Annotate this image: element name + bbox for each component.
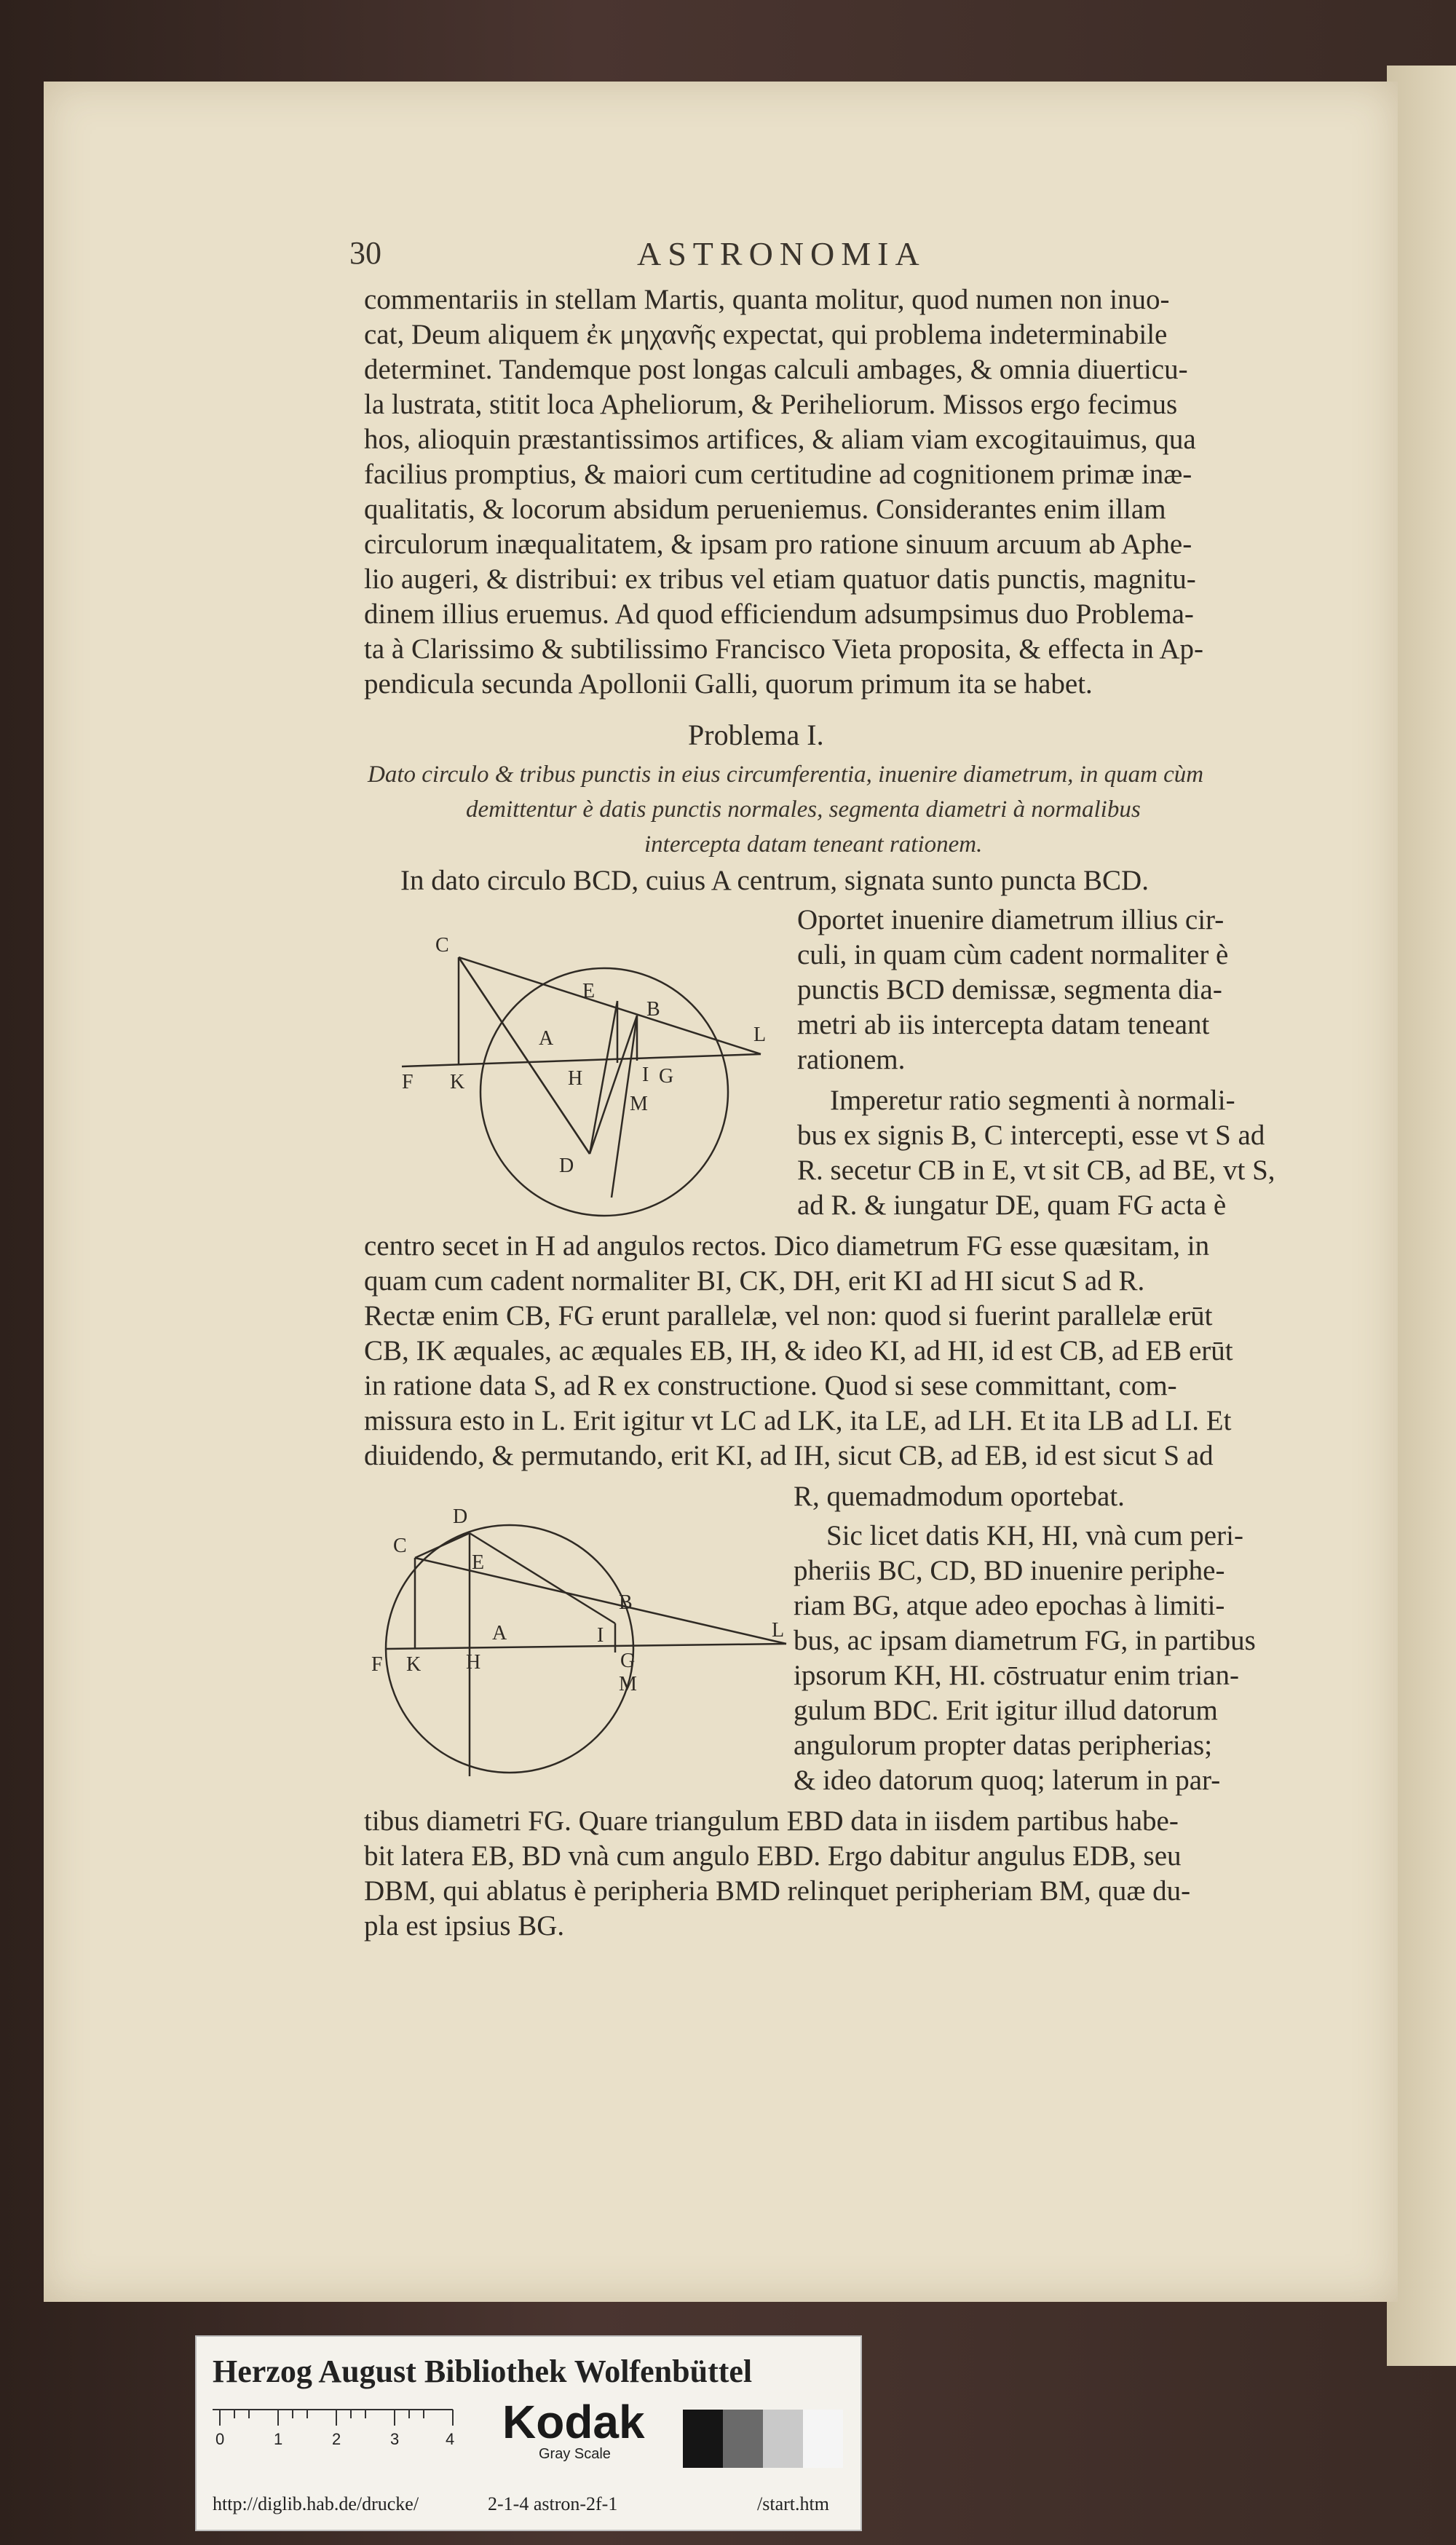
label-e2: E [472, 1551, 485, 1574]
text-line: diuidendo, & permutando, erit KI, ad IH, sicut CB, ad EB, id est sicut S ad [364, 1440, 1214, 1471]
text-line: Sic licet datis KH, HI, vnà cum peri- [826, 1520, 1243, 1551]
text-line: angulorum propter datas peripherias; [794, 1730, 1213, 1761]
text-line: Imperetur ratio segmenti à normali- [830, 1085, 1235, 1116]
label-f: F [402, 1071, 414, 1093]
text-line: bus, ac ipsam diametrum FG, in partibus [794, 1625, 1256, 1656]
label-h: H [568, 1067, 583, 1090]
gray-swatches [683, 2410, 843, 2468]
library-name: Herzog August Bibliothek Wolfenbüttel [213, 2354, 753, 2389]
text-line: In dato circulo BCD, cuius A centrum, signata sunto puncta BCD. [400, 865, 1149, 896]
url-left: http://diglib.hab.de/drucke/ [213, 2493, 419, 2514]
text-line: ta à Clarissimo & subtilissimo Francisco Vieta proposita, & effecta in Ap- [364, 633, 1204, 665]
text-line: circulorum inæqualitatem, & ipsam pro ratione sinuum arcuum ab Aphe- [364, 529, 1192, 560]
text-line: Rectæ enim CB, FG erunt parallelæ, vel non: quod si fuerint parallelæ erūt [364, 1300, 1213, 1331]
label-a: A [539, 1027, 554, 1050]
label-d2: D [453, 1505, 468, 1528]
kodak-logo: Kodak [502, 2396, 645, 2448]
label-h2: H [466, 1651, 481, 1674]
problem-title: Problema I. [688, 719, 824, 751]
label-a2: A [492, 1622, 507, 1644]
text-line: in ratione data S, ad R ex constructione. Quod si sese committant, com- [364, 1370, 1177, 1401]
text-line: & ideo datorum quoq; laterum in par- [794, 1765, 1221, 1796]
text-line: missura esto in L. Erit igitur vt LC ad LK, ita LE, ad LH. Et ita LB ad LI. Et [364, 1405, 1232, 1436]
ruler-number: 1 [274, 2430, 283, 2448]
text-line: punctis BCD demissæ, segmenta dia- [797, 974, 1222, 1005]
label-b: B [646, 998, 660, 1021]
ruler-number: 0 [215, 2430, 225, 2448]
ruler [213, 2402, 453, 2446]
geometry-diagram-1 [386, 921, 794, 1227]
text-line: lio augeri, & distribui: ex tribus vel etiam quatuor datis punctis, magnitu- [364, 563, 1196, 595]
text-line: metri ab iis intercepta datam teneant [797, 1009, 1210, 1040]
text-line: culi, in quam cùm cadent normaliter è [797, 939, 1229, 970]
header-title: ASTRONOMIA [637, 235, 926, 272]
text-line: bit latera EB, BD vnà cum angulo EBD. Ergo dabitur angulus EDB, seu [364, 1840, 1182, 1872]
text-line: la lustrata, stitit loca Apheliorum, & Periheliorum. Missos ergo fecimus [364, 389, 1178, 420]
text-line: determinet. Tandemque post longas calculi ambages, & omnia diuerticu- [364, 354, 1188, 385]
text-line: R, quemadmodum oportebat. [794, 1481, 1125, 1512]
ruler-number: 2 [332, 2430, 341, 2448]
label-c: C [435, 934, 449, 957]
text-line: rationem. [797, 1044, 906, 1075]
label-l: L [753, 1024, 767, 1046]
problem-statement: intercepta datam teneant rationem. [644, 831, 983, 858]
text-line: gulum BDC. Erit igitur illud datorum [794, 1695, 1218, 1726]
ruler-number: 4 [446, 2430, 455, 2448]
label-m2: M [619, 1673, 637, 1695]
label-d: D [559, 1155, 574, 1177]
running-header [349, 234, 1296, 278]
url-mid: 2-1-4 astron-2f-1 [488, 2493, 618, 2514]
text-line: Oportet inuenire diametrum illius cir- [797, 904, 1224, 935]
label-k: K [450, 1071, 465, 1093]
text-line: R. secetur CB in E, vt sit CB, ad BE, vt S, [797, 1155, 1275, 1186]
text-line: quam cum cadent normaliter BI, CK, DH, erit KI ad HI sicut S ad R. [364, 1265, 1145, 1297]
text-line: commentariis in stellam Martis, quanta molitur, quod numen non inuo- [364, 284, 1170, 315]
text-line: cat, Deum aliquem ἐκ μηχανῆς expectat, qui problema indeterminabile [364, 319, 1168, 350]
text-line: CB, IK æquales, ac æquales EB, IH, & ideo KI, ad HI, id est CB, ad EB erūt [364, 1335, 1233, 1366]
label-b2: B [619, 1591, 633, 1614]
text-line: ad R. & iungatur DE, quam FG acta è [797, 1190, 1227, 1221]
page-number: 30 [349, 235, 381, 271]
geometry-diagram-2 [364, 1507, 801, 1784]
label-g2: G [620, 1650, 636, 1672]
label-l2: L [772, 1619, 785, 1642]
label-m: M [630, 1093, 648, 1115]
text-line: riam BG, atque adeo epochas à limiti- [794, 1590, 1225, 1621]
text-line: pla est ipsius BG. [364, 1910, 565, 1942]
text-line: ipsorum KH, HI. cōstruatur enim trian- [794, 1660, 1239, 1691]
color-calibration-bar [195, 2335, 862, 2531]
text-line: pheriis BC, CD, BD inuenire periphe- [794, 1555, 1225, 1586]
label-e: E [582, 980, 596, 1002]
url-right: /start.htm [757, 2493, 829, 2514]
label-g: G [659, 1065, 674, 1088]
ruler-number: 3 [390, 2430, 400, 2448]
text-line: pendicula secunda Apollonii Galli, quorum primum ita se habet. [364, 668, 1093, 700]
problem-statement: demittentur è datis punctis normales, segmenta diametri à normalibus [466, 796, 1141, 823]
text-line: DBM, qui ablatus è peripheria BMD relinquet peripheriam BM, quæ du- [364, 1875, 1191, 1907]
text-line: tibus diametri FG. Quare triangulum EBD data in iisdem partibus habe- [364, 1805, 1179, 1837]
label-i2: I [597, 1624, 604, 1647]
label-i: I [642, 1064, 649, 1086]
text-line: hos, alioquin præstantissimos artifices, & aliam viam excogitauimus, qua [364, 424, 1196, 455]
gray-scale-label: Gray Scale [539, 2446, 611, 2462]
label-c2: C [393, 1535, 407, 1557]
text-line: bus ex signis B, C intercepti, esse vt S ad [797, 1120, 1265, 1151]
label-f2: F [371, 1653, 383, 1676]
text-line: facilius promptius, & maiori cum certitudine ad cognitionem primæ inæ- [364, 459, 1192, 490]
text-line: centro secet in H ad angulos rectos. Dico diametrum FG esse quæsitam, in [364, 1230, 1210, 1262]
label-k2: K [406, 1653, 422, 1676]
problem-statement: Dato circulo & tribus punctis in eius circumferentia, inuenire diametrum, in quam cùm [368, 761, 1204, 788]
text-line: qualitatis, & locorum absidum perueniemus. Considerantes enim illam [364, 494, 1166, 525]
text-line: dinem illius eruemus. Ad quod efficiendum adsumpsimus duo Problema- [364, 598, 1194, 630]
